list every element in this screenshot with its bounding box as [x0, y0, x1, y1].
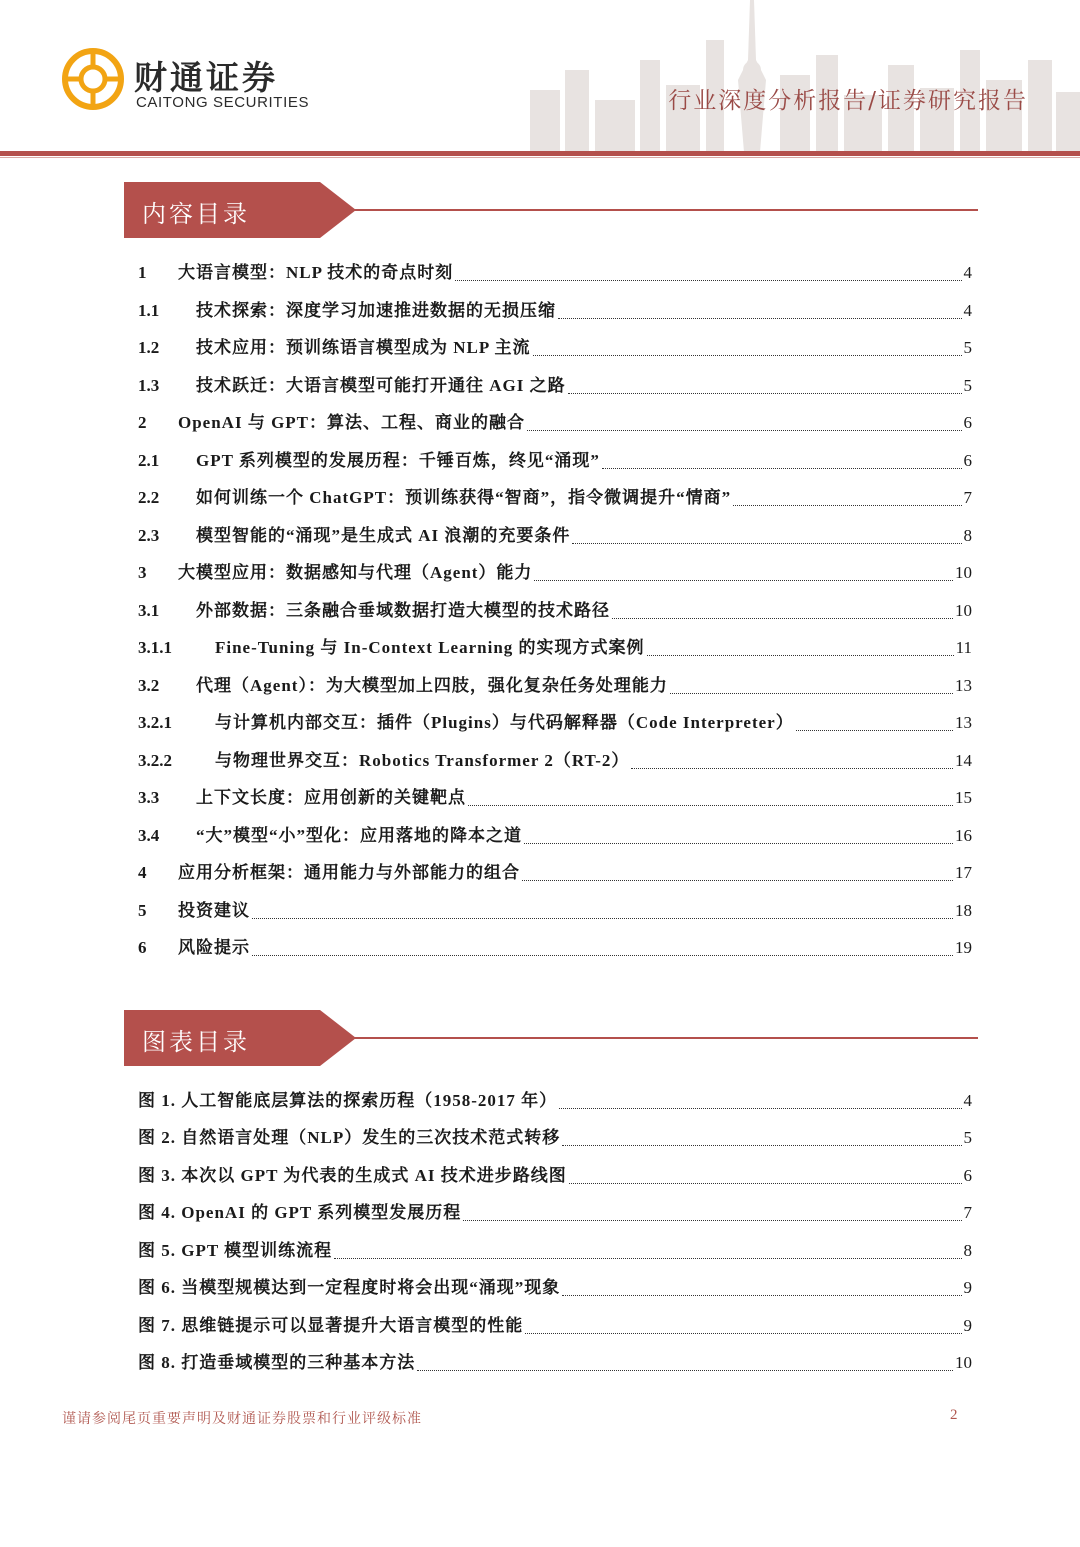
- toc-entry-number: 6: [138, 938, 147, 957]
- toc-entry-number: 3.4: [138, 826, 160, 845]
- toc-entry-title: 模型智能的“涌现”是生成式 AI 浪潮的充要条件: [196, 526, 571, 545]
- dot-leader: [334, 1257, 961, 1259]
- figure-entry[interactable]: [138, 1348, 972, 1376]
- toc-entry-page: 4: [963, 301, 972, 320]
- toc-entry[interactable]: [138, 858, 972, 886]
- figure-entry-title: 图 2. 自然语言处理（NLP）发生的三次技术范式转移: [138, 1128, 561, 1147]
- toc-entry-number: 3.2.1: [138, 713, 172, 732]
- toc-entry-number: 1.3: [138, 376, 160, 395]
- toc-entry[interactable]: [138, 596, 972, 624]
- toc-entry-page: 8: [963, 526, 972, 545]
- toc-entry-title: 应用分析框架：通用能力与外部能力的组合: [178, 863, 520, 882]
- dot-leader: [631, 767, 953, 769]
- toc-entry-number: 1: [138, 263, 147, 282]
- toc-entry[interactable]: [138, 446, 972, 474]
- toc-entry-number: 1.2: [138, 338, 160, 357]
- toc-entry-number: 4: [138, 863, 147, 882]
- figure-entry-page: 8: [963, 1241, 972, 1260]
- toc-entry-number: 3.2.2: [138, 751, 172, 770]
- toc-entry-page: 4: [963, 263, 972, 282]
- toc-entry[interactable]: [138, 521, 972, 549]
- toc-entry-page: 14: [955, 751, 972, 770]
- contents-heading: 内容目录: [142, 200, 250, 228]
- toc-entry-title: 技术跃迁：大语言模型可能打开通往 AGI 之路: [196, 376, 566, 395]
- figure-entry-page: 6: [963, 1166, 972, 1185]
- toc-entry[interactable]: [138, 746, 972, 774]
- dot-leader: [562, 1294, 961, 1296]
- toc-entry[interactable]: [138, 333, 972, 361]
- toc-entry-title: OpenAI 与 GPT：算法、工程、商业的融合: [178, 413, 526, 432]
- toc-entry-title: 如何训练一个 ChatGPT：预训练获得“智商”，指令微调提升“情商”: [196, 488, 732, 507]
- toc-entry-page: 7: [963, 488, 972, 507]
- figure-entry-title: 图 5. GPT 模型训练流程: [138, 1241, 333, 1260]
- toc-entry-title: 投资建议: [178, 901, 250, 920]
- dot-leader: [647, 654, 954, 656]
- toc-entry-title: 技术探索：深度学习加速推进数据的无损压缩: [196, 301, 556, 320]
- dot-leader: [562, 1144, 961, 1146]
- toc-entry-page: 17: [955, 863, 972, 882]
- toc-entry[interactable]: [138, 933, 972, 961]
- toc-entry[interactable]: [138, 408, 972, 436]
- dot-leader: [534, 579, 953, 581]
- banner-shape: [124, 182, 980, 240]
- toc-entry-page: 5: [963, 338, 972, 357]
- figure-entry[interactable]: [138, 1086, 972, 1114]
- dot-leader: [558, 317, 962, 319]
- toc-entry-number: 3.1.1: [138, 638, 172, 657]
- toc-entry[interactable]: [138, 896, 972, 924]
- toc-entry-title: GPT 系列模型的发展历程：千锤百炼，终见“涌现”: [196, 451, 600, 470]
- dot-leader: [733, 504, 961, 506]
- toc-entry-title: “大”模型“小”型化：应用落地的降本之道: [196, 826, 522, 845]
- page-number: 2: [950, 1407, 958, 1423]
- brand-name-en: CAITONG SECURITIES: [136, 94, 310, 111]
- toc-entry-page: 5: [963, 376, 972, 395]
- toc-entry-title: 外部数据：三条融合垂域数据打造大模型的技术路径: [196, 601, 610, 620]
- figure-entry[interactable]: [138, 1123, 972, 1151]
- figure-entry[interactable]: [138, 1273, 972, 1301]
- toc-entry-title: 技术应用：预训练语言模型成为 NLP 主流: [196, 338, 531, 357]
- figure-entry[interactable]: [138, 1311, 972, 1339]
- dot-leader: [468, 804, 953, 806]
- toc-entry-page: 11: [955, 638, 972, 657]
- report-type-label: 行业深度分析报告/证券研究报告: [668, 88, 1028, 114]
- toc-entry[interactable]: [138, 483, 972, 511]
- figure-entry-title: 图 7. 思维链提示可以显著提升大语言模型的性能: [138, 1316, 524, 1335]
- toc-entry[interactable]: [138, 558, 972, 586]
- toc-entry-page: 10: [955, 601, 972, 620]
- figure-entry[interactable]: [138, 1198, 972, 1226]
- dot-leader: [252, 954, 953, 956]
- toc-entry-number: 3.2: [138, 676, 160, 695]
- brand-name-cn: 财通证券: [134, 58, 278, 97]
- toc-entry-title: 代理（Agent）：为大模型加上四肢，强化复杂任务处理能力: [196, 676, 668, 695]
- dot-leader: [559, 1107, 961, 1109]
- toc-entry[interactable]: [138, 671, 972, 699]
- toc-entry[interactable]: [138, 708, 972, 736]
- dot-leader: [533, 354, 962, 356]
- banner-shape: [124, 1010, 980, 1068]
- figure-entry-title: 图 8. 打造垂域模型的三种基本方法: [138, 1353, 416, 1372]
- toc-entry-title: 风险提示: [178, 938, 250, 957]
- dot-leader: [463, 1219, 961, 1221]
- dot-leader: [525, 1332, 961, 1334]
- figure-entry-title: 图 3. 本次以 GPT 为代表的生成式 AI 技术进步路线图: [138, 1166, 567, 1185]
- toc-entry-number: 3.3: [138, 788, 160, 807]
- contents-banner: [124, 182, 980, 240]
- dot-leader: [602, 467, 962, 469]
- toc-entry-page: 19: [955, 938, 972, 957]
- toc-entry-page: 13: [955, 676, 972, 695]
- toc-entry-page: 18: [955, 901, 972, 920]
- city-skyline-watermark: [520, 0, 1080, 152]
- figure-entry-page: 7: [963, 1203, 972, 1222]
- toc-entry[interactable]: [138, 783, 972, 811]
- header-divider-thin: [0, 157, 1080, 158]
- toc-entry-title: 大模型应用：数据感知与代理（Agent）能力: [178, 563, 533, 582]
- figure-entry-title: 图 4. OpenAI 的 GPT 系列模型发展历程: [138, 1203, 462, 1222]
- dot-leader: [522, 879, 953, 881]
- dot-leader: [569, 1182, 962, 1184]
- toc-entry-number: 1.1: [138, 301, 160, 320]
- toc-entry-title: Fine-Tuning 与 In-Context Learning 的实现方式案例: [215, 638, 645, 657]
- toc-entry[interactable]: [138, 258, 972, 286]
- dot-leader: [252, 917, 953, 919]
- page-header: [0, 0, 1080, 160]
- toc-entry-page: 6: [963, 413, 972, 432]
- dot-leader: [670, 692, 953, 694]
- dot-leader: [572, 542, 961, 544]
- figure-entry-page: 9: [963, 1316, 972, 1335]
- figure-entry[interactable]: [138, 1161, 972, 1189]
- figure-entry-page: 10: [955, 1353, 972, 1372]
- toc-entry-page: 16: [955, 826, 972, 845]
- dot-leader: [568, 392, 962, 394]
- toc-entry-number: 2.1: [138, 451, 160, 470]
- caitong-logo-icon: [62, 48, 124, 110]
- toc-entry[interactable]: [138, 821, 972, 849]
- dot-leader: [796, 729, 953, 731]
- dot-leader: [612, 617, 953, 619]
- toc-entry-page: 10: [955, 563, 972, 582]
- toc-entry-page: 6: [963, 451, 972, 470]
- toc-entry-number: 2.2: [138, 488, 160, 507]
- header-divider: [0, 151, 1080, 156]
- disclaimer-note: 谨请参阅尾页重要声明及财通证券股票和行业评级标准: [62, 1411, 422, 1427]
- toc-entry-number: 3.1: [138, 601, 160, 620]
- toc-entry-number: 2: [138, 413, 147, 432]
- toc-entry-title: 大语言模型：NLP 技术的奇点时刻: [178, 263, 454, 282]
- toc-entry-page: 13: [955, 713, 972, 732]
- dot-leader: [455, 279, 961, 281]
- figure-entry-page: 5: [963, 1128, 972, 1147]
- toc-entry[interactable]: [138, 633, 972, 661]
- figures-heading: 图表目录: [142, 1028, 250, 1056]
- figures-banner: [124, 1010, 980, 1068]
- toc-entry-title: 与计算机内部交互：插件（Plugins）与代码解释器（Code Interpreter）: [215, 713, 794, 732]
- figure-entry-title: 图 6. 当模型规模达到一定程度时将会出现“涌现”现象: [138, 1278, 561, 1297]
- figure-entry-page: 4: [963, 1091, 972, 1110]
- toc-entry-number: 3: [138, 563, 147, 582]
- dot-leader: [417, 1369, 953, 1371]
- toc-entry-number: 5: [138, 901, 147, 920]
- figure-entry[interactable]: [138, 1236, 972, 1264]
- toc-entry-number: 2.3: [138, 526, 160, 545]
- toc-entry[interactable]: [138, 296, 972, 324]
- dot-leader: [527, 429, 961, 431]
- toc-entry-title: 上下文长度：应用创新的关键靶点: [196, 788, 466, 807]
- figure-entry-page: 9: [963, 1278, 972, 1297]
- figure-entry-title: 图 1. 人工智能底层算法的探索历程（1958-2017 年）: [138, 1091, 558, 1110]
- dot-leader: [524, 842, 953, 844]
- toc-entry-title: 与物理世界交互：Robotics Transformer 2（RT-2）: [215, 751, 630, 770]
- toc-entry-page: 15: [955, 788, 972, 807]
- toc-entry[interactable]: [138, 371, 972, 399]
